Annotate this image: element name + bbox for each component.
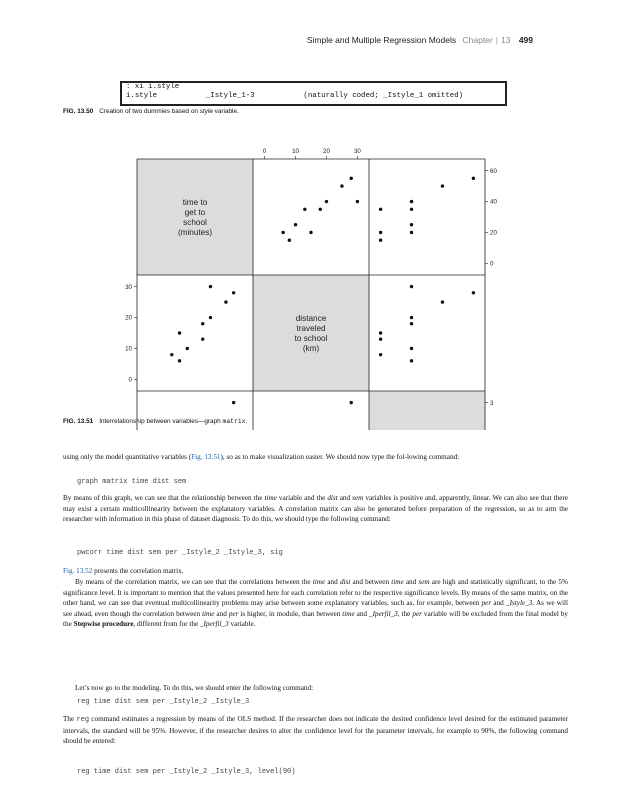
p4-var-per: per <box>481 599 492 608</box>
p2-var-time: time <box>264 494 277 502</box>
axis-tick-label: 10 <box>125 345 132 353</box>
p4-text-n: variable. <box>228 620 256 629</box>
diagonal-cell-time <box>137 159 253 275</box>
p4-text-a: By means of the correlation matrix, we can see that the correlations between the <box>75 578 313 586</box>
p1-text-b: ), so as to make visualization easier. We should now type the fol-lowing command: <box>220 453 460 461</box>
scatter-point <box>319 208 322 211</box>
p6-text-a: The <box>63 715 77 723</box>
p4-var-per-2: per <box>228 609 239 618</box>
paragraph-5 <box>63 683 568 694</box>
p4-text-d: and <box>403 578 419 586</box>
scatter-point <box>410 359 413 362</box>
p4-text-m: , different from for the <box>133 620 200 629</box>
scatter-point <box>281 231 284 234</box>
scatter-point <box>224 300 227 303</box>
scatter-point <box>410 231 413 234</box>
p4-var-iperfil3: _Iperfil_3 <box>369 609 398 618</box>
scatter-point <box>410 200 413 203</box>
p2-var-dist: dist <box>327 494 338 502</box>
p4-text-f: and <box>491 599 506 608</box>
paragraph-3 <box>63 566 568 577</box>
scatter-point <box>309 231 312 234</box>
paragraph-1 <box>63 452 568 463</box>
p2-text-d: variables is positive and, apparently, linear. We can also see that there may exist a certain multicollinearity between the explanatory variables. A correlation matrix can also be generated before preparation of the regression, so as to arm the researcher with information in this phase of dataset diagnosis. To do this, we should type the following command: <box>63 494 568 524</box>
variable-label-time: school <box>183 218 207 227</box>
fig-13-51-text: Interrelationship between variables—graph <box>99 418 223 425</box>
p2-text-a: By means of this graph, we can see that the relationship between the <box>63 494 265 502</box>
axis-tick-label: 0 <box>128 376 132 384</box>
running-head-chapter-number: 13 <box>500 35 511 45</box>
scatter-point <box>209 316 212 319</box>
variable-label-time: get to <box>184 208 206 217</box>
p4-text-k: , the <box>397 609 413 618</box>
p4-var-time: time <box>312 578 326 586</box>
fig-13-50-text-end: variable. <box>212 108 239 115</box>
axis-tick-label: 20 <box>490 229 497 237</box>
p4-var-time-3: time <box>202 609 215 618</box>
scatter-point <box>410 223 413 226</box>
scatter-point <box>379 231 382 234</box>
p4-text-j: and <box>354 609 370 618</box>
axis-tick-label: 40 <box>490 198 497 206</box>
p5-text: Let’s now go to the modeling. To do this, we should enter the following command: <box>75 684 314 692</box>
scatter-point <box>294 223 297 226</box>
command-graph-matrix: graph matrix time dist sem <box>77 478 187 486</box>
scatter-point <box>410 347 413 350</box>
scatter-point <box>350 401 353 404</box>
axis-tick-label: 20 <box>323 148 330 155</box>
scatter-point <box>170 353 173 356</box>
command-reg-level90: reg time dist sem per _Istyle_2 _Istyle_3, level(90) <box>77 768 296 776</box>
axis-tick-label: 60 <box>490 167 497 175</box>
scatter-point <box>356 200 359 203</box>
p2-var-sem: sem <box>352 494 364 502</box>
scatter-point <box>410 316 413 319</box>
diagonal-cell-sem <box>369 391 485 430</box>
axis-tick-label: 3 <box>490 399 494 407</box>
running-head-separator: | <box>495 35 498 45</box>
fig-13-50-text: Creation of two dummies based on <box>99 108 200 115</box>
scatter-point <box>232 291 235 294</box>
p6-reg-command: reg <box>76 716 90 724</box>
diagonal-cell-dist <box>253 275 369 391</box>
p2-text-b: variable and the <box>276 494 328 502</box>
scatter-point <box>232 401 235 404</box>
axis-tick-label: 30 <box>353 148 361 155</box>
scatter-point <box>472 177 475 180</box>
scatter-point <box>209 285 212 288</box>
axis-tick-label: 10 <box>292 148 299 155</box>
scatter-point <box>178 331 181 334</box>
scatter-point <box>410 208 413 211</box>
variable-label-time: time to <box>182 198 208 207</box>
p4-var-time-2: time <box>391 578 404 586</box>
fig-13-52-link[interactable]: Fig. 13.52 <box>63 567 93 575</box>
p4-text-b: and <box>325 578 340 586</box>
p4-var-time-4: time <box>342 609 355 618</box>
paragraph-4 <box>63 577 568 630</box>
page-number: 499 <box>518 35 533 45</box>
scatter-point <box>379 239 382 242</box>
scatter-point <box>201 337 204 340</box>
p4-stepwise: Stepwise procedure <box>73 620 134 629</box>
fig-13-51-command: matrix <box>222 418 246 425</box>
scatter-point <box>441 184 444 187</box>
scatter-point <box>186 347 189 350</box>
variable-label-dist: traveled <box>296 324 326 333</box>
fig-13-50-label: FIG. 13.50 <box>63 108 94 115</box>
scatter-point <box>441 300 444 303</box>
variable-label-dist: to school <box>294 334 328 343</box>
scatter-point <box>325 200 328 203</box>
axis-tick-label: 0 <box>262 148 267 155</box>
scatter-point <box>288 239 291 242</box>
fig-13-51-label: FIG. 13.51 <box>63 418 94 425</box>
scatter-point <box>178 359 181 362</box>
fig-13-50-emphasis: style <box>199 108 213 115</box>
p2-text-c: and <box>337 494 353 502</box>
p4-var-per-3: per <box>412 609 422 618</box>
p4-var-istyle3: _Istyle_3 <box>506 599 533 608</box>
p6-text-b: command estimates a regression by means of the OLS method. If the researcher does not indicate the desired confidence level desired for the estimated parameter intervals, the standard will be 95%. However, if the researcher desires to alter the confidence level for the parameter intervals, for example to 90%, the following command should be entered: <box>63 715 568 746</box>
p4-text-e: are high and statistically significant, to the 5% significance level. It is important to mention that the values presented here for each correlation refer to the respective significance levels. By means of the same matrix, on the other hand, we can see that eventual multicollinearity problems may arise between some explanatory variables, such as, for example, between <box>63 578 568 608</box>
scatter-point <box>410 285 413 288</box>
p3-text: presents the correlation matrix. <box>92 567 184 575</box>
scatter-point <box>201 322 204 325</box>
p1-text-a: using only the model quantitative variables ( <box>63 453 192 461</box>
axis-tick-label: 0 <box>490 260 494 268</box>
p4-var-dist: dist <box>339 578 351 586</box>
axis-tick-label: 20 <box>125 314 132 322</box>
scatter-point <box>379 337 382 340</box>
axis-tick-label: 30 <box>125 283 132 291</box>
variable-label-time: (minutes) <box>177 228 213 237</box>
p4-text-h: and <box>214 609 229 618</box>
stata-output-line-1: : xi i.style <box>126 83 180 91</box>
scatter-point <box>379 331 382 334</box>
scatter-point <box>472 291 475 294</box>
p4-text-l: variable will be excluded from the final model by the <box>63 609 568 629</box>
scatter-point <box>350 177 353 180</box>
fig-13-51-caption <box>63 418 247 425</box>
fig-13-51-link[interactable]: Fig. 13.51 <box>191 453 221 461</box>
running-head-title: Simple and Multiple Regression Models <box>306 35 457 45</box>
stata-output-line-2: i.style _Istyle_1-3 (naturally coded; _Istyle_1 omitted) <box>126 92 464 100</box>
p4-text-c: and between <box>350 578 392 586</box>
command-pwcorr: pwcorr time dist sem per _Istyle_2 _Istyle_3, sig <box>77 549 283 557</box>
paragraph-6 <box>63 714 568 747</box>
running-head-chapter: Chapter <box>462 35 493 45</box>
scatter-point <box>303 208 306 211</box>
fig-13-51-tail: . <box>245 418 248 425</box>
p4-text-i: is higher, in module, than between <box>238 609 343 618</box>
command-reg: reg time dist sem per _Istyle_2 _Istyle_3 <box>77 698 250 706</box>
scatter-point <box>410 322 413 325</box>
variable-label-dist: (km) <box>302 344 320 353</box>
p4-var-sem: sem <box>418 578 430 586</box>
scatter-point <box>379 208 382 211</box>
paragraph-2 <box>63 493 568 525</box>
p4-text-g: . As we will see ahead, even though the correlation between <box>63 599 568 618</box>
scatter-point <box>379 353 382 356</box>
scatter-point <box>340 184 343 187</box>
p4-var-iperfil3-2: _Iperfil_3 <box>199 620 229 629</box>
variable-label-dist: distance <box>295 314 327 323</box>
scatter-matrix <box>125 148 497 430</box>
